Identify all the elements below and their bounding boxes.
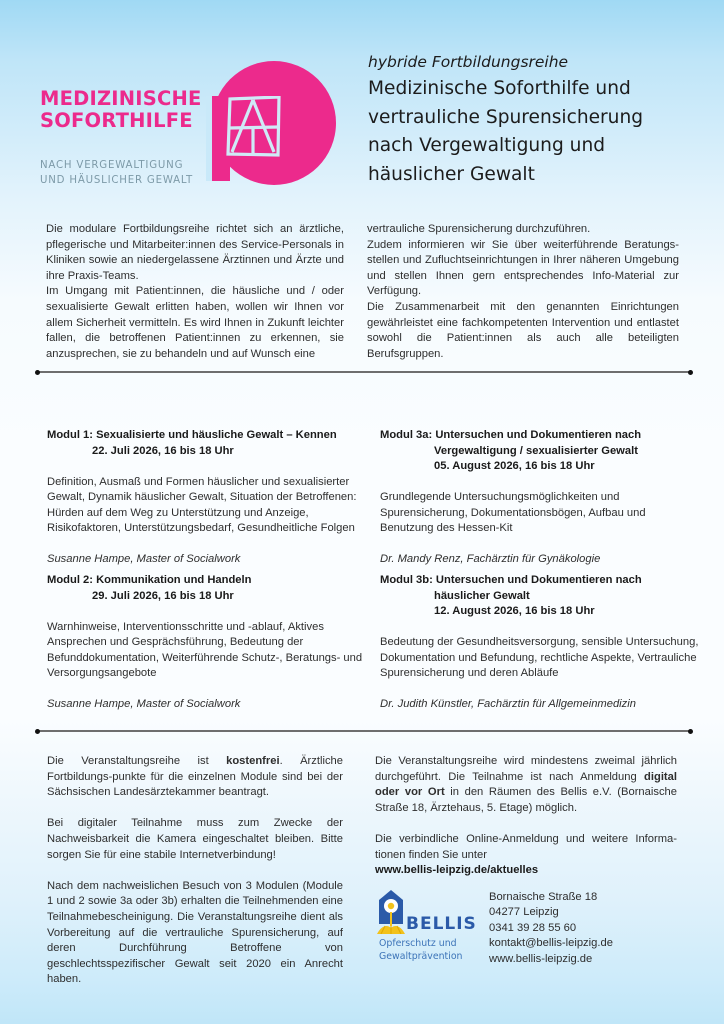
module-1 bbox=[47, 428, 367, 568]
logo-subtitle-line-1: NACH VERGEWALTIGUNG bbox=[40, 160, 184, 171]
header bbox=[368, 52, 708, 189]
intro-paragraph: Die Zusammenarbeit mit den genannten Einrichtungen gewährleistet eine fachkompetenten Intervention und entlastet sowohl die Patient:innen als auch alle beteiligten Berufsgruppen. bbox=[367, 300, 679, 360]
module-speaker: Dr. Mandy Renz, Fachärztin für Gynäkologie bbox=[380, 553, 601, 565]
intro-paragraph: vertrauliche Spurensicherung durchzuführen. bbox=[367, 223, 591, 235]
module-heading bbox=[47, 428, 367, 459]
header-kicker: hybride Fortbildungsreihe bbox=[368, 53, 569, 71]
module-3a bbox=[380, 428, 700, 568]
module-2 bbox=[47, 573, 367, 713]
intro-paragraph: Die modulare Fortbildungsreihe richtet sich an ärztliche, pflegerische und Mitarbeiter:innen des Service-Personals in Kliniken sowie an niedergelassene Ärztinnen und Ärzte und ihre Praxis-Teams. bbox=[46, 223, 344, 282]
contact-city: 04277 Leipzig bbox=[489, 906, 559, 919]
info-paragraph-camera: Bei digitaler Teilnahme muss zum Zwecke der Nachweisbarkeit die Kamera eingeschaltet bleiben. Bitte sorgen Sie für eine stabile Internetverbindung! bbox=[47, 817, 343, 861]
module-speaker: Dr. Judith Künstler, Fachärztin für Allgemeinmedizin bbox=[380, 698, 636, 710]
logo-subtitle-line-2: UND HÄUSLICHER GEWALT bbox=[40, 175, 194, 186]
intro-left-column bbox=[46, 222, 344, 362]
text-span: Die Veranstaltungsreihe ist bbox=[47, 755, 227, 767]
page-title-line: nach Vergewaltigung und bbox=[368, 135, 606, 156]
logo-title-line-1: MEDIZINISCHE bbox=[40, 87, 202, 110]
module-title: Modul 3a: Untersuchen und Dokumentieren nach bbox=[380, 429, 642, 441]
logo-subtitle bbox=[40, 158, 193, 188]
intro-paragraph: Zudem informieren wir Sie über weiterführende Beratungs-stellen und Zufluchtseinrichtungen in Ihrer näheren Umgebung und stellen Ihnen gern entsprechendes Info-Material zur Verfügung. bbox=[367, 238, 679, 298]
module-date: 29. Juli 2026, 16 bis 18 Uhr bbox=[92, 589, 234, 602]
module-date: 22. Juli 2026, 16 bis 18 Uhr bbox=[92, 444, 234, 457]
text-span: in den Räumen des Bellis e.V. (Bornaische Straße 18, Ärztehaus, 5. Etage) möglich. bbox=[375, 786, 677, 814]
module-title-continued: häuslicher Gewalt bbox=[434, 589, 530, 602]
bellis-wordmark: BELLIS bbox=[406, 914, 477, 934]
medizinische-soforthilfe-logo bbox=[36, 58, 314, 184]
module-description: Warnhinweise, Interventionsschritte und -ablauf, Aktives Ansprechen und Gesprächsführung, Bedeutung der Befunddokumentation, Weiterführende Schutz-, Beratungs- und Versorgungsangebote bbox=[47, 620, 363, 679]
bellis-logo bbox=[376, 890, 477, 964]
info-paragraph-cost bbox=[47, 754, 343, 801]
page-title-line: Medizinische Soforthilfe und bbox=[368, 78, 631, 99]
text-span: . Ärztliche Fortbildungs-punkte für die einzelnen Module sind bei der Sächsischen Landesärztekammer beantragt. bbox=[47, 755, 343, 799]
module-title-continued: Vergewaltigung / sexualisierter Gewalt bbox=[434, 444, 638, 457]
module-description: Bedeutung der Gesundheitsversorgung, sensible Untersuchung, Dokumentation und Befundung, rechtliche Aspekte, Vertrauliche Spurensicherung und deren Abläufe bbox=[380, 636, 699, 679]
module-heading bbox=[47, 573, 367, 604]
info-paragraph-registration: Die verbindliche Online-Anmeldung und weitere Informa-tionen finden Sie unter bbox=[375, 832, 677, 861]
logo-title-line-2: SOFORTHILFE bbox=[40, 109, 193, 132]
section-divider bbox=[37, 730, 691, 732]
info-right-column bbox=[375, 754, 677, 879]
intro-paragraph: Im Umgang mit Patient:innen, die häusliche und / oder sexualisierte Gewalt erlitten haben, wollen wir Ihnen vor allem Sicherheit vermitteln. Es wird Ihnen in Zukunft leichter fallen, die betroffenen Patient:innen zu erkennen, sie anzusprechen, sie zu behandeln und auf Wunsch eine bbox=[46, 285, 344, 360]
contact-phone: 0341 39 28 55 60 bbox=[489, 921, 577, 934]
page-title-line: häuslicher Gewalt bbox=[368, 163, 535, 185]
module-title: Modul 1: Sexualisierte und häusliche Gewalt – Kennen bbox=[47, 429, 337, 441]
logo-title bbox=[40, 88, 202, 132]
info-paragraph-certificate: Nach dem nachweislichen Besuch von 3 Modulen (Module 1 und 2 sowie 3a oder 3b) erhalten die Teilnehmenden eine Teilnahmebescheinigung. Die Veranstaltungsreihe dient als Vorbereitung auf die vertrauliche Spurensicherung, auf deren Durchführung Betroffene von geschlechtsspezifischer Gewalt seit 2020 ein Anrecht haben. bbox=[47, 879, 343, 986]
module-speaker: Susanne Hampe, Master of Socialwork bbox=[47, 698, 241, 710]
info-paragraph-participation bbox=[375, 754, 677, 816]
module-heading bbox=[380, 573, 700, 620]
bellis-tagline-line: Gewaltprävention bbox=[379, 951, 463, 962]
bellis-flower-house-icon bbox=[377, 890, 405, 934]
module-heading bbox=[380, 428, 700, 475]
section-divider bbox=[37, 371, 691, 373]
text-span: Die Veranstaltungsreihe wird mindestens zweimal jährlich durchgeführt. Die Teilnahme ist nach Anmeldung bbox=[375, 755, 677, 783]
page-title-line: vertrauliche Spurensicherung bbox=[368, 106, 644, 128]
bellis-tagline-line: Opferschutz und bbox=[379, 938, 457, 949]
module-3b bbox=[380, 573, 700, 713]
contact-street: Bornaische Straße 18 bbox=[489, 891, 598, 903]
cost-free-highlight: kostenfrei bbox=[226, 755, 280, 767]
module-title: Modul 3b: Untersuchen und Dokumentieren nach bbox=[380, 574, 642, 586]
module-date: 05. August 2026, 16 bis 18 Uhr bbox=[434, 460, 595, 472]
participation-mode-highlight: digital oder vor Ort bbox=[375, 770, 677, 799]
module-description: Grundlegende Untersuchungsmöglichkeiten und Spurensicherung, Dokumentationsbögen, Aufbau und Benutzung des Hessen-Kit bbox=[380, 491, 646, 534]
module-date: 12. August 2026, 16 bis 18 Uhr bbox=[434, 605, 595, 617]
intro-right-column bbox=[367, 222, 679, 362]
window-icon bbox=[226, 96, 282, 158]
contact-email-link[interactable]: kontakt@bellis-leipzig.de bbox=[489, 937, 613, 950]
module-description: Definition, Ausmaß und Formen häuslicher und sexualisierter Gewalt, Dynamik häuslicher Gewalt, Situation der Betroffenen: Hürden auf dem Weg zu Unterstützung und Anzeige, Risikofaktoren, Unterstützungsbedarf, Gesundheitliche Folgen bbox=[47, 475, 357, 534]
page-title bbox=[368, 75, 708, 189]
bellis-tagline bbox=[379, 937, 463, 963]
info-left-column bbox=[47, 754, 343, 988]
contact-block bbox=[489, 890, 613, 967]
module-title: Modul 2: Kommunikation und Handeln bbox=[47, 574, 252, 586]
module-speaker: Susanne Hampe, Master of Socialwork bbox=[47, 553, 241, 565]
registration-link[interactable]: www.bellis-leipzig.de/aktuelles bbox=[375, 864, 539, 877]
contact-website-link[interactable]: www.bellis-leipzig.de bbox=[489, 952, 593, 965]
